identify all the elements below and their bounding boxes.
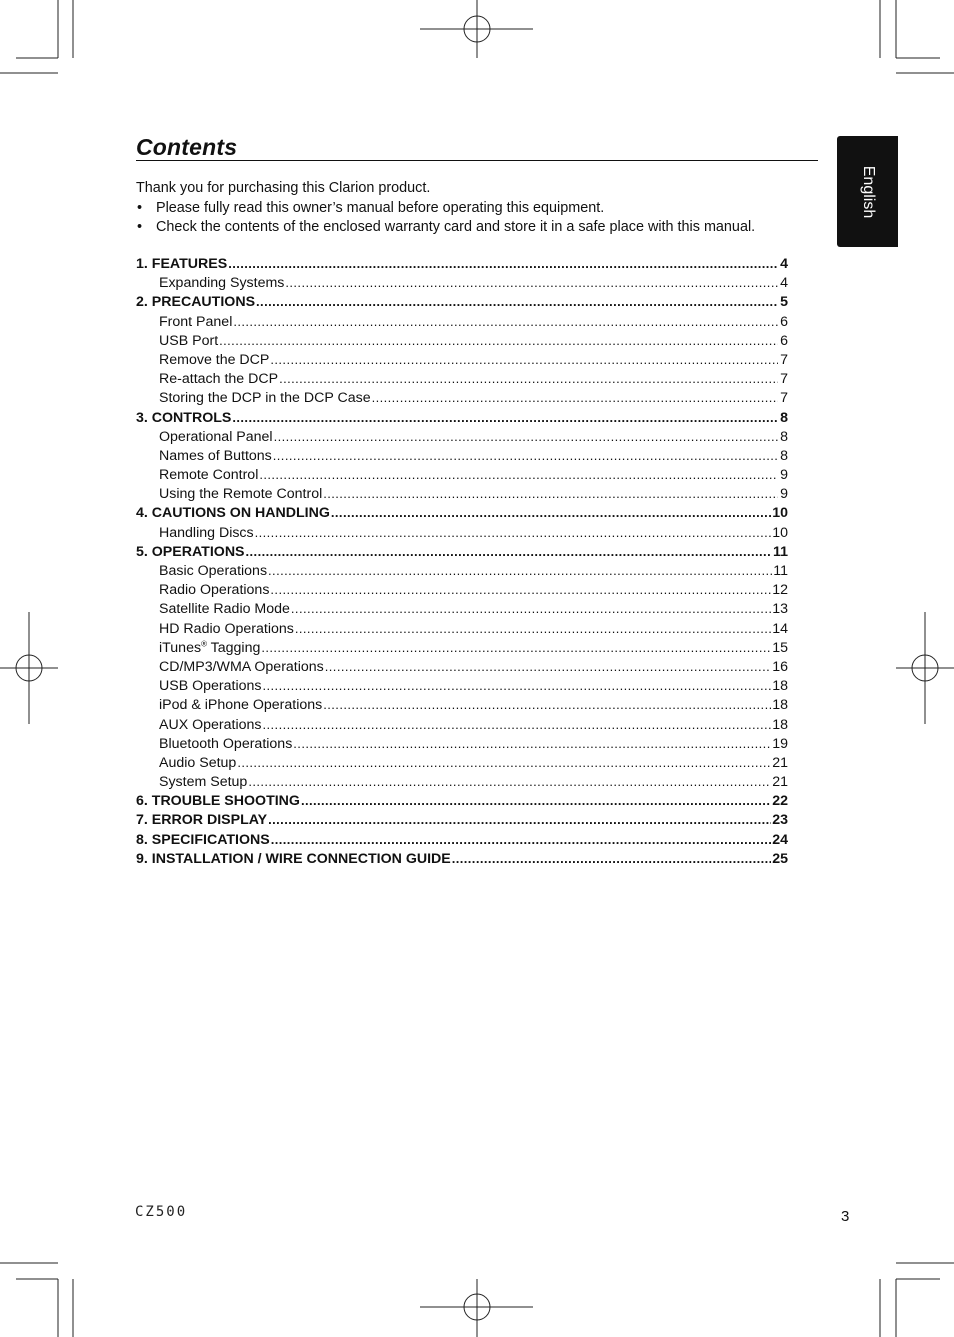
toc-entry-label-text: Using the Remote Control — [159, 486, 323, 503]
toc-dot-leader — [263, 715, 772, 734]
toc-dot-leader — [325, 657, 771, 676]
toc-subsection-entry[interactable] — [136, 772, 788, 791]
toc-entry-label-text: 8. SPECIFICATIONS — [136, 831, 270, 848]
intro-section — [136, 179, 826, 238]
toc-dot-leader — [372, 388, 778, 407]
toc-page-number: 11 — [773, 543, 788, 560]
toc-section-entry[interactable] — [136, 849, 788, 868]
toc-entry-label-text: 5. OPERATIONS — [136, 543, 245, 560]
toc-page-number: 25 — [772, 850, 788, 867]
toc-entry-label — [159, 562, 267, 581]
toc-entry-label-text: USB Operations — [159, 678, 262, 695]
page-number: 3 — [841, 1208, 850, 1225]
toc-page-number: 12 — [772, 582, 788, 599]
toc-page-number: 14 — [772, 620, 788, 637]
toc-section-entry[interactable] — [136, 292, 788, 311]
table-of-contents — [136, 254, 788, 868]
toc-entry-label-text: 4. CAUTIONS ON HANDLING — [136, 505, 330, 522]
toc-page-number: 6 — [780, 332, 788, 349]
toc-subsection-entry[interactable] — [136, 657, 788, 676]
intro-text: Thank you for purchasing this Clarion product. — [136, 180, 431, 196]
toc-entry-label-text: Satellite Radio Mode — [159, 601, 290, 618]
toc-entry-label — [136, 792, 300, 811]
intro-bullet-text: Check the contents of the enclosed warranty card and store it in a safe place with this manual. — [156, 219, 756, 235]
toc-entry-label — [159, 274, 284, 293]
toc-dot-leader — [301, 791, 771, 810]
intro-bullet-text: Please fully read this owner’s manual before operating this equipment. — [156, 199, 605, 216]
toc-subsection-entry[interactable] — [136, 734, 788, 753]
toc-dot-leader — [237, 753, 771, 772]
toc-entry-label — [159, 600, 290, 619]
toc-entry-label — [159, 581, 269, 600]
toc-dot-leader — [248, 772, 771, 791]
toc-subsection-entry[interactable] — [136, 715, 788, 734]
toc-entry-label — [159, 658, 324, 677]
toc-dot-leader — [271, 830, 771, 849]
toc-subsection-entry[interactable] — [136, 638, 788, 657]
toc-entry-label-text: Front Panel — [159, 313, 233, 330]
toc-entry-label — [159, 313, 232, 332]
toc-dot-leader — [259, 465, 778, 484]
toc-entry-label-text: iTunes — [159, 639, 202, 656]
toc-entry-label-text: Re-attach the DCP — [159, 371, 279, 388]
toc-page-number: 23 — [772, 812, 788, 829]
language-tab-label: English — [859, 165, 877, 218]
toc-subsection-entry[interactable] — [136, 599, 788, 618]
toc-dot-leader — [323, 484, 778, 503]
toc-section-entry[interactable] — [136, 408, 788, 427]
toc-entry-label — [159, 447, 272, 466]
toc-dot-leader — [331, 503, 771, 522]
toc-subsection-entry[interactable] — [136, 446, 788, 465]
toc-entry-label-text: Operational Panel — [159, 428, 273, 445]
toc-page-number: 6 — [780, 313, 788, 330]
toc-dot-leader — [268, 810, 771, 829]
toc-dot-leader — [273, 446, 778, 465]
toc-section-entry[interactable] — [136, 254, 788, 273]
toc-entry-label-text: 2. PRECAUTIONS — [136, 294, 256, 311]
toc-entry-label — [136, 504, 330, 523]
toc-section-entry[interactable] — [136, 810, 788, 829]
toc-page-number: 15 — [772, 639, 788, 656]
toc-entry-label — [159, 524, 254, 543]
toc-page-number: 18 — [772, 697, 788, 714]
toc-dot-leader — [293, 734, 771, 753]
toc-subsection-entry[interactable] — [136, 561, 788, 580]
toc-dot-leader — [285, 273, 778, 292]
toc-page-number: 4 — [780, 275, 788, 292]
toc-entry-label — [159, 485, 322, 504]
toc-subsection-entry[interactable] — [136, 273, 788, 292]
toc-subsection-entry[interactable] — [136, 676, 788, 695]
toc-section-entry[interactable] — [136, 503, 788, 522]
toc-entry-label-text: 6. TROUBLE SHOOTING — [136, 793, 300, 810]
toc-entry-label — [136, 831, 270, 850]
toc-page-number: 24 — [772, 831, 788, 848]
toc-dot-leader — [452, 849, 771, 868]
toc-page-number: 18 — [772, 716, 788, 733]
toc-dot-leader — [270, 350, 778, 369]
toc-subsection-entry[interactable] — [136, 619, 788, 638]
intro-bullet — [136, 218, 826, 238]
toc-page-number: 9 — [780, 467, 788, 484]
toc-subsection-entry[interactable] — [136, 580, 788, 599]
toc-page-number: 7 — [780, 351, 788, 368]
toc-entry-label — [159, 389, 371, 408]
toc-entry-label-text: Bluetooth Operations — [159, 735, 293, 752]
toc-entry-label — [159, 716, 262, 735]
toc-page-number: 7 — [780, 390, 788, 407]
toc-dot-leader — [255, 523, 772, 542]
toc-entry-label — [159, 773, 247, 792]
toc-entry-label — [136, 255, 227, 274]
toc-entry-label-suffix: Tagging — [206, 639, 261, 656]
toc-dot-leader — [233, 312, 778, 331]
bullet-glyph: • — [137, 199, 143, 216]
toc-page-number: 19 — [772, 735, 788, 752]
registered-mark: ® — [201, 639, 207, 649]
toc-entry-label-text: 9. INSTALLATION / WIRE CONNECTION GUIDE — [136, 850, 451, 867]
toc-entry-label — [136, 293, 255, 312]
toc-page-number: 21 — [772, 754, 788, 771]
toc-dot-leader — [268, 561, 772, 580]
toc-subsection-entry[interactable] — [136, 331, 788, 350]
toc-entry-label-text: Handling Discs — [159, 524, 254, 541]
toc-subsection-entry[interactable] — [136, 312, 788, 331]
toc-dot-leader — [323, 695, 771, 714]
toc-entry-label — [159, 639, 260, 658]
toc-entry-label — [136, 409, 231, 428]
toc-entry-label-text: Remove the DCP — [159, 351, 270, 368]
toc-dot-leader — [228, 254, 778, 273]
toc-page-number: 10 — [772, 524, 788, 541]
toc-entry-label-text: Basic Operations — [159, 563, 268, 579]
toc-page-number: 21 — [772, 774, 788, 791]
toc-entry-label — [159, 351, 269, 370]
toc-subsection-entry[interactable] — [136, 369, 788, 388]
toc-entry-label — [159, 428, 273, 447]
toc-section-entry[interactable] — [136, 542, 788, 561]
toc-dot-leader — [246, 542, 772, 561]
toc-entry-label-text: 7. ERROR DISPLAY — [136, 812, 268, 829]
toc-page-number: 10 — [772, 505, 788, 522]
intro-bullets — [136, 199, 826, 238]
toc-entry-label-text: Names of Buttons — [159, 447, 272, 464]
toc-page-number: 18 — [772, 678, 788, 695]
toc-dot-leader — [256, 292, 778, 311]
toc-entry-label — [136, 543, 245, 562]
toc-entry-label — [159, 696, 322, 715]
toc-entry-label-text: Storing the DCP in the DCP Case — [159, 390, 371, 407]
toc-subsection-entry[interactable] — [136, 427, 788, 446]
toc-dot-leader — [219, 331, 778, 350]
toc-entry-label-text: Audio Setup — [159, 754, 237, 771]
intro-bullet — [136, 199, 826, 219]
toc-dot-leader — [263, 676, 772, 695]
toc-subsection-entry[interactable] — [136, 350, 788, 369]
toc-page-number: 11 — [773, 563, 788, 579]
toc-entry-label-text: CD/MP3/WMA Operations — [159, 658, 324, 675]
toc-page-number: 7 — [780, 371, 788, 388]
toc-page-number: 16 — [772, 658, 788, 675]
model-name: CZ500 — [135, 1204, 188, 1220]
toc-entry-label — [159, 735, 292, 754]
toc-page-number: 9 — [780, 486, 788, 503]
toc-subsection-entry[interactable] — [136, 465, 788, 484]
toc-entry-label-text: iPod & iPhone Operations — [159, 697, 323, 714]
toc-entry-label — [159, 466, 258, 485]
toc-page-number: 8 — [780, 428, 788, 445]
toc-entry-label — [159, 754, 236, 773]
toc-subsection-entry[interactable] — [136, 388, 788, 407]
toc-subsection-entry[interactable] — [136, 523, 788, 542]
toc-entry-label — [159, 620, 294, 639]
toc-dot-leader — [261, 638, 771, 657]
toc-dot-leader — [270, 580, 771, 599]
toc-section-entry[interactable] — [136, 791, 788, 810]
toc-dot-leader — [295, 619, 771, 638]
toc-entry-label-text: HD Radio Operations — [159, 620, 294, 637]
toc-entry-label — [136, 811, 267, 830]
toc-entry-label-text: System Setup — [159, 774, 248, 791]
toc-dot-leader — [279, 369, 778, 388]
page-title: Contents — [136, 134, 238, 160]
toc-page-number: 4 — [780, 256, 788, 272]
toc-entry-label-text: 1. FEATURES — [136, 256, 228, 272]
toc-entry-label-text: Remote Control — [159, 467, 259, 484]
toc-page-number: 8 — [780, 447, 788, 464]
toc-page-number: 8 — [780, 409, 788, 426]
toc-subsection-entry[interactable] — [136, 484, 788, 503]
toc-section-entry[interactable] — [136, 830, 788, 849]
language-tab — [837, 136, 898, 247]
toc-subsection-entry[interactable] — [136, 753, 788, 772]
toc-entry-label — [159, 677, 262, 696]
toc-entry-label-text: Expanding Systems — [159, 275, 285, 292]
toc-entry-label-text: AUX Operations — [159, 716, 262, 733]
toc-entry-label-text: USB Port — [159, 332, 219, 349]
toc-subsection-entry[interactable] — [136, 695, 788, 714]
bullet-glyph: • — [137, 219, 143, 235]
toc-dot-leader — [274, 427, 778, 446]
toc-entry-label-text: Radio Operations — [159, 582, 270, 599]
toc-entry-label — [159, 370, 278, 389]
toc-page-number: 5 — [780, 294, 788, 311]
toc-dot-leader — [291, 599, 771, 618]
toc-entry-label — [136, 850, 451, 869]
toc-entry-label — [159, 332, 218, 351]
toc-entry-label-text: 3. CONTROLS — [136, 409, 232, 426]
contents-header — [136, 134, 818, 161]
toc-dot-leader — [232, 408, 778, 427]
toc-page-number: 22 — [772, 793, 788, 810]
toc-page-number: 13 — [772, 601, 788, 618]
